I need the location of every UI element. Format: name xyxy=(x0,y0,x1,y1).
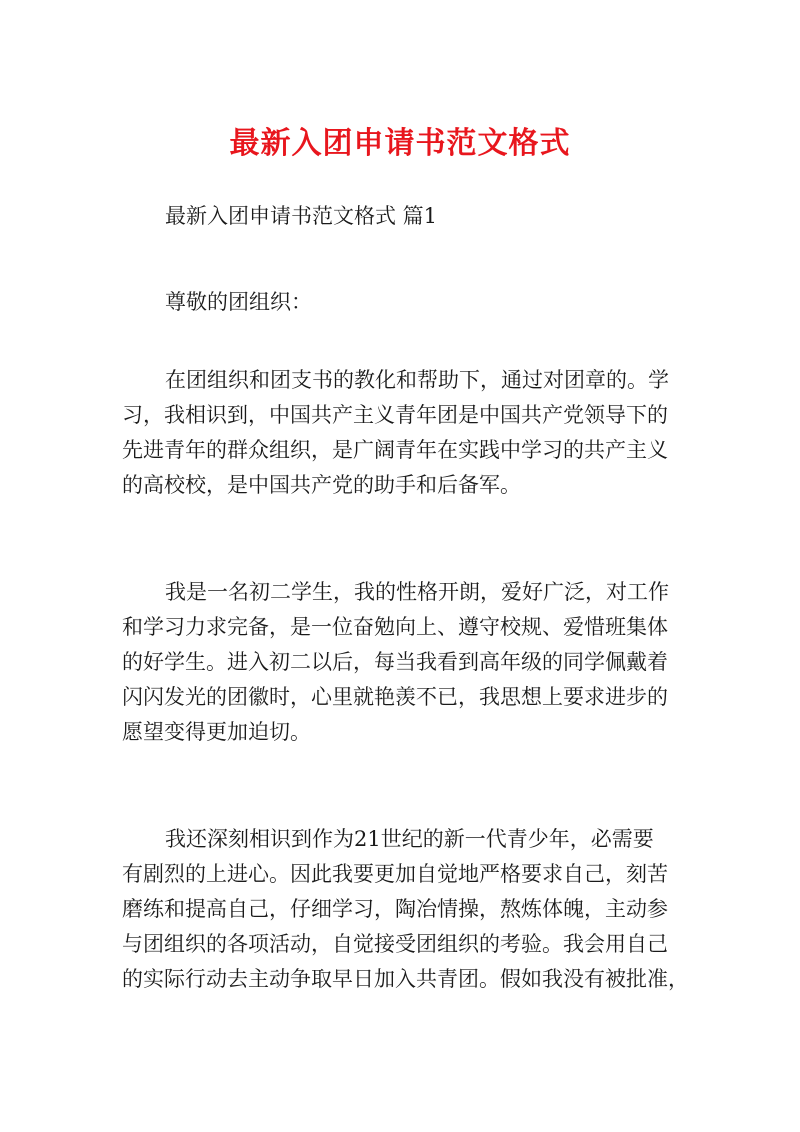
paragraph-line: 习，我相识到，中国共产主义青年团是中国共产党领导下的 xyxy=(122,403,668,427)
paragraph-2 xyxy=(122,575,692,750)
salutation: 尊敬的团组织： xyxy=(165,290,312,314)
paragraph-line: 在团组织和团支书的教化和帮助下，通过对团章的。学 xyxy=(165,368,669,392)
paragraph-line: 磨练和提高自己，仔细学习，陶冶情操，熬炼体魄，主动参 xyxy=(122,897,668,921)
paragraph-line: 我是一名初二学生，我的性格开朗，爱好广泛，对工作 xyxy=(165,580,669,604)
paragraph-line: 的高校校，是中国共产党的助手和后备军。 xyxy=(122,473,521,497)
paragraph-line: 和学习力求完备，是一位奋勉向上、遵守校规、爱惜班集体 xyxy=(122,615,668,639)
paragraph-line: 我还深刻相识到作为21世纪的新一代青少年，必需要 xyxy=(165,827,654,851)
paragraph-line: 与团组织的各项活动，自觉接受团组织的考验。我会用自己 xyxy=(122,932,668,956)
document-title: 最新入团申请书范文格式 xyxy=(229,126,571,161)
paragraph-3 xyxy=(122,822,692,997)
paragraph-line: 有剧烈的上进心。因此我要更加自觉地严格要求自己，刻苦 xyxy=(122,862,668,886)
document-subtitle: 最新入团申请书范文格式 篇1 xyxy=(165,204,438,228)
paragraph-line: 闪闪发光的团徽时，心里就艳羡不已，我思想上要求进步的 xyxy=(122,685,668,709)
paragraph-line: 先进青年的群众组织，是广阔青年在实践中学习的共产主义 xyxy=(122,438,668,462)
paragraph-1 xyxy=(122,363,692,503)
paragraph-line: 的好学生。进入初二以后，每当我看到高年级的同学佩戴着 xyxy=(122,650,668,674)
paragraph-line: 愿望变得更加迫切。 xyxy=(122,720,311,744)
paragraph-line: 的实际行动去主动争取早日加入共青团。假如我没有被批准， xyxy=(122,967,689,991)
